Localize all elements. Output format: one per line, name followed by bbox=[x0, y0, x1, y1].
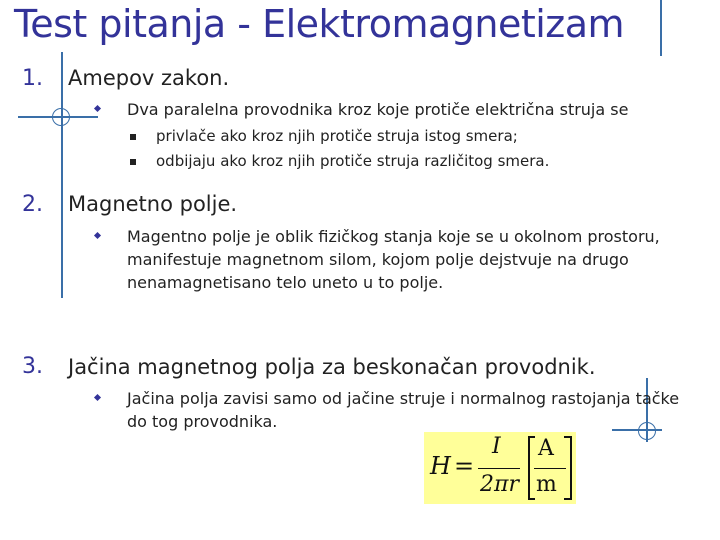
item-number: 1. bbox=[22, 66, 43, 91]
item-bullet-text: Jačina polja zavisi samo od jačine struje i normalnog rastojanja tačke do tog provodnika. bbox=[127, 389, 680, 431]
fraction-bar bbox=[478, 468, 520, 469]
right-bracket-top bbox=[564, 436, 571, 438]
left-bracket-top bbox=[528, 436, 535, 438]
left-bracket bbox=[528, 436, 530, 500]
item-heading: Amepov zakon. bbox=[68, 66, 230, 90]
formula-unit-denominator: m bbox=[536, 472, 557, 497]
item-heading: Magnetno polje. bbox=[68, 192, 238, 216]
bullet-square-icon bbox=[130, 134, 136, 140]
item-bullet-text: Magentno polje je oblik fizičkog stanja koje se u okolnom prostoru, manifestuje magnetnom silom, kojom polje dejstvuje na drugo nenamagnetisano telo uneto u to polje. bbox=[127, 227, 660, 292]
decorative-circle bbox=[52, 108, 70, 126]
slide-title: Test pitanja - Elektromagnetizam bbox=[14, 2, 625, 46]
right-bracket-bottom bbox=[564, 498, 571, 500]
item-subbullet-text: odbijaju ako kroz njih protiče struja različitog smera. bbox=[156, 152, 550, 170]
bullet-diamond-icon bbox=[94, 394, 101, 401]
formula-numerator: I bbox=[492, 434, 501, 459]
bullet-diamond-icon bbox=[94, 105, 101, 112]
formula-denominator: 2πr bbox=[480, 472, 519, 497]
bullet-diamond-icon bbox=[94, 232, 101, 239]
formula-box bbox=[424, 432, 576, 504]
item-number: 3. bbox=[22, 354, 43, 379]
right-bracket bbox=[570, 436, 572, 500]
item-number: 2. bbox=[22, 192, 43, 217]
item-bullet-text: Dva paralelna provodnika kroz koje protiče električna struja se bbox=[127, 100, 629, 119]
item-subbullet-text: privlače ako kroz njih protiče struja istog smera; bbox=[156, 127, 518, 145]
formula-equals: = bbox=[454, 452, 475, 480]
formula-lhs: H bbox=[430, 452, 451, 480]
decorative-title-rule bbox=[660, 0, 662, 56]
left-bracket-bottom bbox=[528, 498, 535, 500]
item-heading: Jačina magnetnog polja za beskonačan provodnik. bbox=[68, 355, 596, 379]
bullet-square-icon bbox=[130, 159, 136, 165]
unit-fraction-bar bbox=[534, 468, 566, 469]
formula-unit-numerator: A bbox=[538, 436, 554, 461]
decorative-vertical-line bbox=[61, 52, 63, 298]
